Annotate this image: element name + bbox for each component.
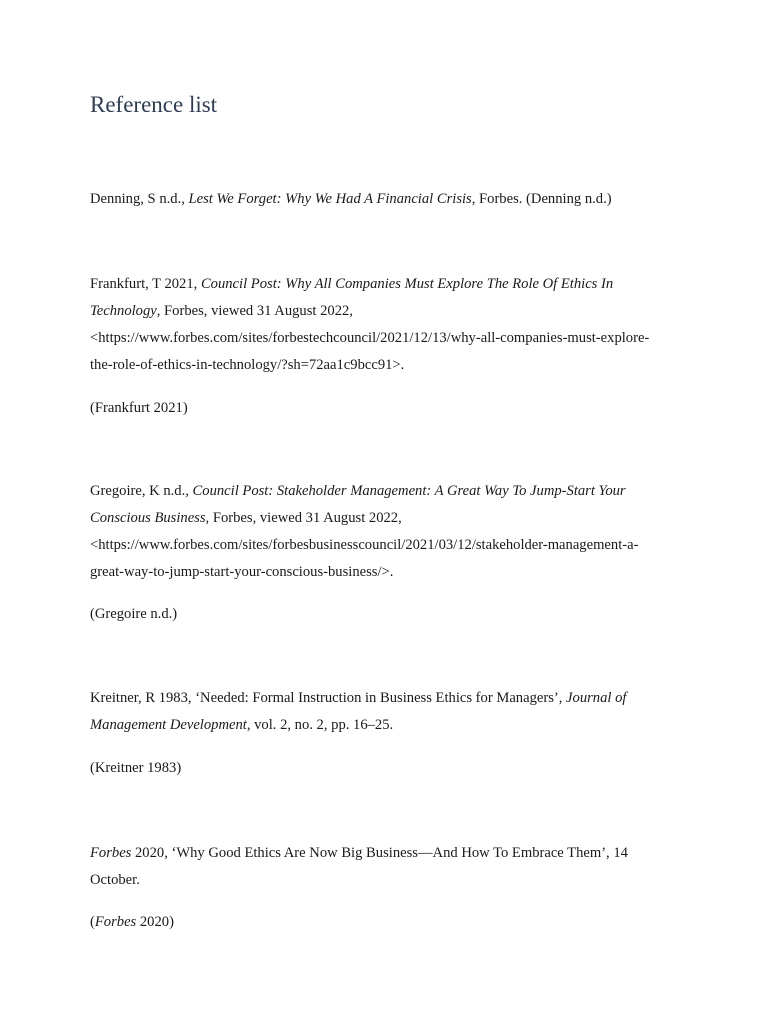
reference-line-cont: October. [90,872,140,888]
reference-denning [90,186,680,213]
reference-author: Frankfurt, T 2021, [90,276,201,292]
reference-author: Denning, S n.d., [90,191,189,207]
reference-title: Lest We Forget: Why We Had A Financial Crisis [188,191,472,207]
reference-author: Gregoire, K n.d., [90,483,193,499]
reference-details: , Forbes, viewed 31 August 2022, [205,510,402,526]
reference-journal-cont: Management Development [90,717,247,733]
reference-line [90,298,680,325]
reference-url-cont: great-way-to-jump-start-your-conscious-business/>. [90,564,394,580]
page-title: Reference list [90,92,218,117]
reference-line [90,478,680,505]
reference-url: <https://www.forbes.com/sites/forbestechcouncil/2021/12/13/why-all-companies-must-explore- [90,330,650,346]
reference-source: Forbes [90,845,132,861]
reference-url: <https://www.forbes.com/sites/forbesbusinesscouncil/2021/03/12/stakeholder-management-a- [90,537,639,553]
in-text-citation-kreitner: (Kreitner 1983) [90,760,182,776]
reference-details: , Forbes. (Denning n.d.) [471,191,612,207]
reference-details: , Forbes, viewed 31 August 2022, [156,303,353,319]
reference-kreitner [90,685,680,739]
reference-line [90,712,680,739]
citation-open: ( [90,914,95,930]
reference-details: , vol. 2, no. 2, pp. 16–25. [246,717,394,733]
citation-source: Forbes [94,914,137,930]
reference-line [90,685,680,712]
reference-title: Council Post: Stakeholder Management: A Great Way To Jump-Start Your [192,483,626,499]
reference-forbes [90,840,680,894]
reference-line [90,271,680,298]
reference-author: Kreitner, R 1983, ‘Needed: Formal Instruction in Business Ethics for Managers’, [90,690,567,706]
reference-title-cont: Conscious Business [90,510,206,526]
reference-journal: Journal of [566,690,627,706]
in-text-citation-gregoire: (Gregoire n.d.) [90,606,178,622]
reference-line [90,505,680,532]
reference-url-cont: the-role-of-ethics-in-technology/?sh=72aa1c9bcc91>. [90,357,405,373]
reference-gregoire [90,478,680,586]
citation-close: 2020) [136,914,174,930]
reference-details: 2020, ‘Why Good Ethics Are Now Big Business—And How To Embrace Them’, 14 [131,845,628,861]
in-text-citation-forbes [90,909,174,936]
reference-line [90,186,680,213]
reference-title: Council Post: Why All Companies Must Explore The Role Of Ethics In [200,276,614,292]
reference-line [90,840,680,867]
in-text-citation-frankfurt: (Frankfurt 2021) [90,400,188,416]
reference-title-cont: Technology [90,303,157,319]
reference-frankfurt [90,271,680,379]
